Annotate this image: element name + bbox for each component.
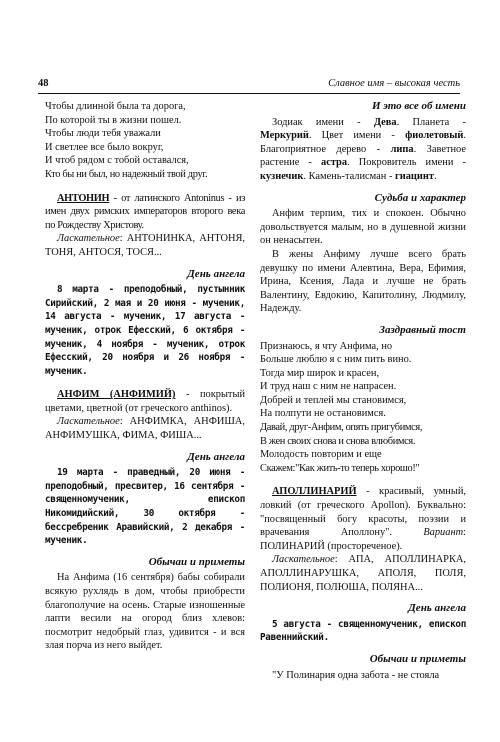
poem-line: Чтобы длинной была та дорога,: [45, 101, 186, 112]
page-number: 48: [38, 78, 49, 89]
diminutive-label: Ласкательное: [57, 416, 120, 428]
poem-line: И чтоб рядом с тобой оставался,: [45, 155, 189, 167]
name-fact-label: .: [433, 170, 437, 182]
name-fact-value: фиолетовый: [405, 130, 464, 142]
section-heading-name-facts: И это все об имени: [371, 100, 466, 112]
toast-line: На полпути не остановимся.: [260, 408, 386, 420]
toast-line: И труд наш с ним не напрасен.: [260, 381, 397, 393]
section-heading-angel-day: День ангела: [187, 450, 245, 463]
diminutive-antonin: [45, 232, 245, 259]
name-fact-label: . Цвет имени -: [308, 130, 406, 142]
angel-day-text: 19 марта - праведный, 20 июня - преподобный, пресвитер, 16 сентября - священномученик, епископ Никомидийский, 30 октября - бессребреник Аравийский, 2 декабря - мученик.: [45, 467, 245, 547]
name-fact-value: Дева: [373, 116, 397, 128]
name-fact-value: кузнечик: [260, 170, 304, 182]
toast-line: Скажем:"Как жить-то теперь хорошо!": [260, 462, 420, 474]
entry-antonin: [45, 192, 245, 233]
toast-line: Добрей и теплей мы становимся,: [260, 394, 407, 406]
variant-label: Вариант: [423, 527, 464, 539]
running-title: Славное имя – высокая честь: [328, 78, 460, 89]
name-fact-value: Меркурий: [260, 130, 309, 142]
diminutive-anfim: [45, 415, 245, 442]
page-header: [38, 78, 460, 94]
name-fact-label: . Планета -: [396, 116, 466, 128]
toast-line: В жен своих снова и снова влюбимся.: [260, 435, 416, 447]
diminutive-text: : АНТОНИНКА, АНТОНЯ, ТОНЯ, АНТОСЯ, ТОСЯ...: [45, 233, 245, 258]
toast-line: Молодость повторим и еще: [260, 449, 382, 461]
poem-line: И светлее все было вокруг,: [45, 141, 164, 153]
entry-name: АНТОНИН: [57, 192, 110, 204]
section-heading-customs: Обычаи и приметы: [369, 652, 466, 665]
name-fact-label: Зодиак имени -: [272, 116, 374, 128]
header-rule: [38, 93, 460, 94]
left-column: [45, 100, 245, 653]
section-heading-angel-day: День ангела: [187, 267, 245, 280]
toast-line: Больше люблю я с ним пить вино.: [260, 354, 412, 366]
section-heading-toast: Заздравный тост: [379, 323, 466, 336]
name-fact-value: липа: [390, 143, 414, 155]
entry-anfim: [45, 388, 245, 415]
section-heading-customs: Обычаи и приметы: [148, 555, 245, 568]
angel-day-text: 8 марта - преподобный, пустынник Сирийский, 2 мая и 20 июня - мученик, 14 августа - мученик, 17 августа - мученик, отрок Ефесский, 6 октября - мученик, 4 ноября - мученик, отрок Ефесский, 20 ноября и 26 ноября - мученик.: [45, 284, 245, 377]
entry-text: - покрытый цветами, цветной (от греческого anthinos).: [45, 389, 246, 414]
customs-text: "У Полинария одна забота - не стояла: [272, 669, 440, 681]
entry-name: АНФИМ (АНФИМИЙ): [57, 389, 176, 401]
entry-text: - красивый, умный, ловкий (от греческого Apollon). Буквально: "посвященный богу красоты, поэзии и врачевания Аполлону".: [260, 486, 466, 539]
entry-apollinary: [260, 485, 466, 553]
diminutive-label: Ласкательное: [57, 233, 120, 245]
name-facts-text: [260, 116, 466, 184]
fate-paragraph: В жены Анфиму лучше всего брать девушку по имени Алевтина, Вера, Ефимия, Ирина, Ксения, Лада и лучше не брать Валентину, Евдокию, Капитолину, Людмилу, Надежду.: [260, 248, 466, 315]
name-fact-label: . Благоприятное дерево -: [260, 130, 466, 155]
diminutive-text: : АПА, АПОЛЛИНАРКА, АПОЛЛИНАРУШКА, АПОЛЯ, ПОЛЯ, ПОЛИОНЯ, ПОЛЮША, ПОЛЯНА...: [260, 554, 466, 593]
variant-text: : ПОЛИНАРИЙ (простореченое).: [260, 527, 466, 552]
toast-line: Давай, друг-Анфим, опять пригубимся,: [260, 422, 423, 434]
toast-line: Признаюсь, я чту Анфима, но: [260, 340, 393, 352]
poem-ending: [45, 100, 245, 182]
section-heading-angel-day: День ангела: [408, 602, 466, 615]
customs-text: На Анфима (16 сентября) бабы собирали всякую рухлядь в дом, чтобы приобрести благополучие на осень. Старые изношенные лапти весили на огород близ хлевов: посмотрит недобрый глаз, удивится - и вся злая порча из него выйдет.: [45, 572, 245, 652]
poem-line: Кто бы ни был, но надежный твой друг.: [45, 168, 208, 180]
diminutive-apollinary: [260, 553, 466, 594]
name-fact-label: . Покровитель имени -: [347, 157, 466, 169]
poem-line: Чтобы люди тебя уважали: [45, 128, 161, 140]
section-heading-fate: Судьба и характер: [374, 191, 466, 204]
name-fact-label: . Камень-талисман -: [303, 170, 395, 182]
name-fact-value: астра: [321, 157, 348, 169]
toast-poem: [260, 340, 466, 476]
entry-text: - от латинского Antoninus - из имен двух римских императоров второго века по Рождеству Христову.: [45, 192, 245, 231]
angel-day-text: 5 августа - священномученик, епископ Равеннийский.: [260, 618, 466, 644]
diminutive-text: : АНФИМКА, АНФИША, АНФИМУШКА, ФИМА, ФИША...: [45, 416, 245, 442]
right-column: [260, 100, 466, 682]
name-fact-value: гиацинт: [395, 170, 434, 182]
name-fact-label: . Заветное растение -: [260, 143, 466, 169]
poem-line: По которой ты в жизни пошел.: [45, 114, 182, 126]
diminutive-label: Ласкательное: [272, 554, 335, 566]
fate-paragraph: Анфим терпим, тих и спокоен. Обычно довольствуется малым, но в душевной жизни он ненасытен.: [260, 208, 466, 247]
toast-line: Тогда мир широк и красен,: [260, 367, 380, 379]
entry-name: АПОЛЛИНАРИЙ: [272, 486, 357, 498]
